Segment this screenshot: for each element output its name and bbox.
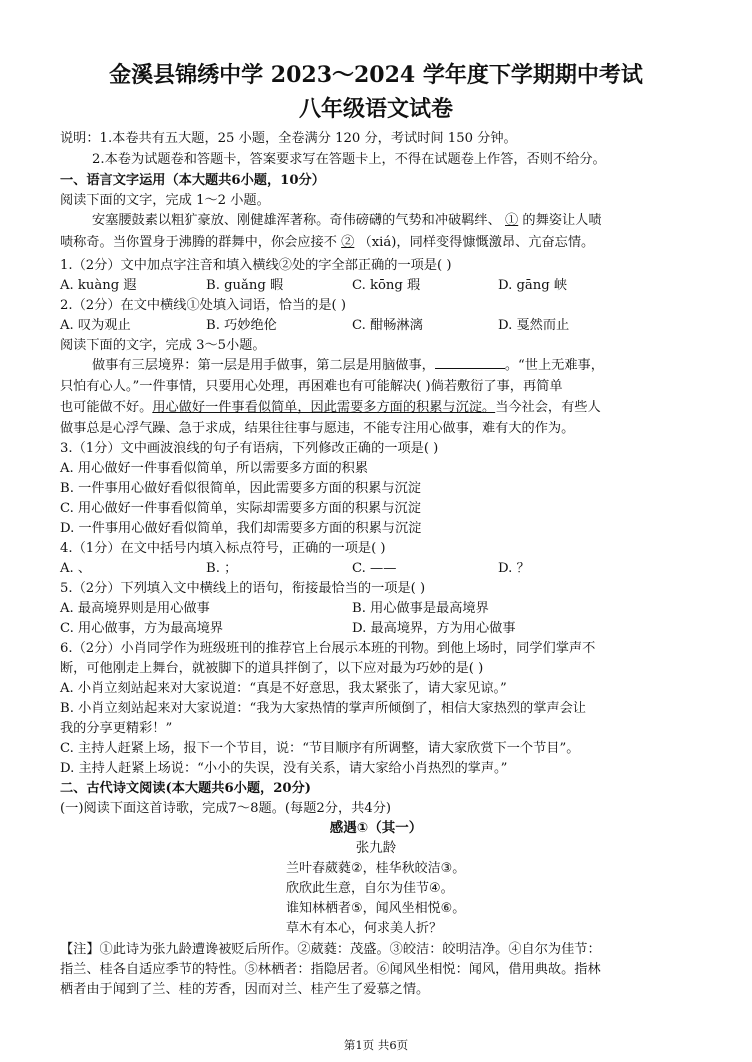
question-1-options bbox=[60, 276, 700, 295]
poem-intro: (一)阅读下面这首诗歌，完成7～8题。(每题2分，共4分) bbox=[60, 801, 392, 816]
poem-notes-line-2: 指兰、桂各自适应季节的特性。⑤林栖者：指隐居者。⑥闻风坐相悦：闻风，借用典故。指林 bbox=[60, 962, 601, 977]
option-b-continued: 我的分享更精彩！” bbox=[60, 721, 173, 736]
option-d: D. 最高境界，方为用心做事 bbox=[352, 621, 516, 636]
option-b: B. 用心做事是最高境界 bbox=[352, 601, 489, 616]
passage-2-intro: 阅读下面的文字，完成 3～5小题。 bbox=[60, 338, 266, 353]
section-1-heading: 一、语言文字运用（本大题共6小题，10分） bbox=[60, 173, 325, 188]
option-d: D. 戛然而止 bbox=[498, 318, 570, 333]
question-4-options bbox=[60, 559, 700, 578]
option-a: A. kuàng 遐 bbox=[60, 278, 137, 293]
option-b: B. 小肖立刻站起来对大家说道：“我为大家热情的掌声所倾倒了，相信大家热烈的掌声会让 bbox=[60, 701, 586, 716]
question-5: 5.（2分）下列填入文中横线上的语句，衔接最恰当的一项是( ) bbox=[60, 581, 426, 596]
passage-1-line-1 bbox=[92, 211, 732, 230]
option-c: C. —— bbox=[352, 561, 397, 576]
blank-2: ② bbox=[341, 235, 355, 250]
passage-2-line-4: 做事总是心浮气躁、急于求成，结果往往事与愿违，不能专注用心做事，难有大的作为。 bbox=[60, 421, 575, 436]
question-6-line-2: 断，可他刚走上舞台，就被脚下的道具拌倒了，以下应对最为巧妙的是( ) bbox=[60, 661, 484, 676]
poem-notes-line-3: 栖者由于闻到了兰、桂的芳香，因而对兰、桂产生了爱慕之情。 bbox=[60, 982, 430, 997]
passage-text: 啧称奇。当你置身于沸腾的群舞中，你会应接不 bbox=[60, 235, 337, 250]
question-5-options-row-1 bbox=[60, 599, 700, 618]
passage-text: 的舞姿让人啧 bbox=[522, 213, 602, 228]
question-4: 4.（1分）在文中括号内填入标点符号，正确的一项是( ) bbox=[60, 541, 386, 556]
answer-blank bbox=[435, 356, 505, 369]
option-a: A. 叹为观止 bbox=[60, 318, 131, 333]
passage-1-line-2 bbox=[60, 233, 700, 252]
question-2: 2.（2分）在文中横线①处填入词语，恰当的是( ) bbox=[60, 298, 347, 313]
option-c: C. 用心做事，方为最高境界 bbox=[60, 621, 224, 636]
option-c: C. kōng 瑕 bbox=[352, 278, 421, 293]
option-d: D. gāng 峡 bbox=[498, 278, 568, 293]
wavy-underlined-sentence: 用心做好一件事看似简单，因此需要多方面的积累与沉淀。 bbox=[152, 400, 496, 415]
passage-text: 当今社会，有些人 bbox=[495, 400, 601, 415]
exam-subtitle: 八年级语文试卷 bbox=[298, 96, 453, 122]
blank-1: ① bbox=[505, 213, 519, 228]
instructions-2: 2.本卷为试题卷和答题卡，答案要求写在答题卡上，不得在试题卷上作答，否则不给分。 bbox=[92, 152, 606, 167]
option-a: A. 用心做好一件事看似简单，所以需要多方面的积累 bbox=[60, 461, 369, 476]
passage-2-line-3 bbox=[60, 398, 700, 417]
question-6-line-1: 6.（2分）小肖同学作为班级班刊的推荐官上台展示本班的刊物。到他上场时，同学们掌声不 bbox=[60, 641, 596, 656]
option-b: B. guǎng 暇 bbox=[206, 278, 284, 293]
option-b: B. 巧妙绝伦 bbox=[206, 318, 277, 333]
question-2-options bbox=[60, 316, 700, 335]
poem-line: 草木有本心，何求美人折？ bbox=[286, 921, 443, 936]
poem-line: 欣欣此生意，自尔为佳节④。 bbox=[286, 881, 454, 896]
passage-text: （xiá)，同样变得慷慨激昂、亢奋忘情。 bbox=[358, 235, 595, 250]
poem-notes-line-1: 【注】①此诗为张九龄遭谗被贬后所作。②葳蕤：茂盛。③皎洁：皎明洁净。④自尔为佳节： bbox=[60, 942, 601, 957]
option-d: D. ？ bbox=[498, 561, 530, 576]
poem-line: 兰叶春葳蕤②，桂华秋皎洁③。 bbox=[286, 861, 466, 876]
poem-line: 谁知林栖者⑤，闻风坐相悦⑥。 bbox=[286, 901, 466, 916]
passage-2-line-2: 只怕有心人。”一件事情，只要用心处理，再困难也有可能解决( )倘若敷衍了事，再简单 bbox=[60, 379, 563, 394]
option-c: C. 酣畅淋漓 bbox=[352, 318, 423, 333]
question-3: 3.（1分）文中画波浪线的句子有语病，下列修改正确的一项是( ) bbox=[60, 441, 439, 456]
question-1: 1.（2分）文中加点字注音和填入横线②处的字全部正确的一项是( ) bbox=[60, 258, 452, 273]
poem-title: 感遇①（其一） bbox=[329, 820, 423, 836]
passage-text: 也可能做不好。 bbox=[60, 400, 153, 415]
option-c: C. 主持人赶紧上场，报下一个节目，说：“节目顺序有所调整，请大家欣赏下一个节目”。 bbox=[60, 741, 580, 756]
option-a: A. 最高境界则是用心做事 bbox=[60, 601, 210, 616]
option-a: A. 、 bbox=[60, 561, 92, 576]
instructions-1: 说明：1.本卷共有五大题，25 小题，全卷满分 120 分，考试时间 150 分钟。 bbox=[60, 131, 517, 146]
option-d: D. 一件事用心做好看似简单，我们却需要多方面的积累与沉淀 bbox=[60, 521, 422, 536]
passage-text: 安塞腰鼓素以粗犷豪放、刚健雄浑著称。奇伟磅礴的气势和冲破羁绊、 bbox=[92, 213, 501, 228]
page-number: 第1页 共6页 bbox=[343, 1038, 409, 1052]
question-5-options-row-2 bbox=[60, 619, 700, 638]
passage-1-intro: 阅读下面的文字，完成 1～2 小题。 bbox=[60, 193, 270, 208]
option-d: D. 主持人赶紧上场说：“小小的失误，没有关系，请大家给小肖热烈的掌声。” bbox=[60, 761, 508, 776]
option-c: C. 用心做好一件事看似简单，实际却需要多方面的积累与沉淀 bbox=[60, 501, 421, 516]
passage-2-line-1 bbox=[92, 356, 732, 375]
passage-text: 。“世上无难事， bbox=[504, 358, 604, 373]
option-b: B. 一件事用心做好看似很简单，因此需要多方面的积累与沉淀 bbox=[60, 481, 421, 496]
passage-text: 做事有三层境界：第一层是用手做事，第二层是用脑做事， bbox=[92, 358, 435, 373]
option-b: B. ； bbox=[206, 561, 238, 576]
option-a: A. 小肖立刻站起来对大家说道：“真是不好意思，我太紧张了，请大家见谅。” bbox=[60, 681, 507, 696]
section-2-heading: 二、古代诗文阅读(本大题共6小题，20分) bbox=[60, 781, 312, 796]
poem-author: 张九龄 bbox=[355, 840, 397, 856]
exam-title: 金溪县锦绣中学 2023～2024 学年度下学期期中考试 bbox=[109, 62, 643, 88]
